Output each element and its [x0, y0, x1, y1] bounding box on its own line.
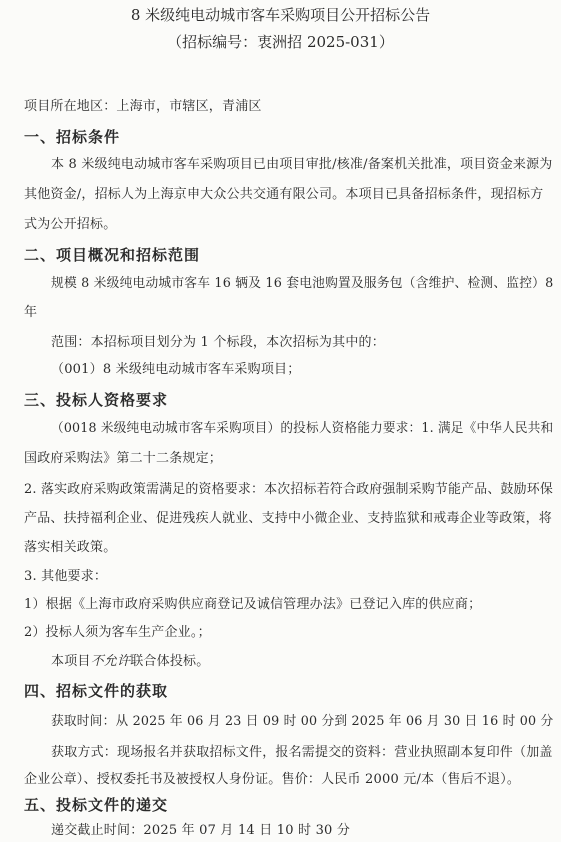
consortium-statement [51, 654, 209, 670]
section-3-line-8: 2）投标人须为客车生产企业。； [24, 625, 211, 640]
section-3-line-6: 3. 其他要求： [24, 569, 108, 584]
project-location: 项目所在地区：上海市，市辖区，青浦区 [24, 99, 262, 114]
consortium-handwritten: 不允许 [90, 654, 131, 669]
tender-number: （招标编号：衷洲招 2025-031） [167, 33, 394, 51]
section-1-line-3: 式为公开招标。 [24, 217, 117, 232]
section-3-line-1: （0018 米级纯电动城市客车采购项目）的投标人资格能力要求：1. 满足《中华人民共和 [51, 421, 554, 436]
section-3-line-2: 国政府采购法》第二十二条规定； [24, 451, 223, 466]
consortium-prefix: 本项目 [51, 654, 91, 669]
section-3-line-3: 2. 落实政府采购政策需满足的资格要求：本次招标若符合政府强制采购节能产品、鼓励环保 [24, 482, 553, 497]
section-2-line-1: 规模 8 米级纯电动城市客车 16 辆及 16 套电池购置及服务包（含维护、检测、监控）8 [51, 276, 554, 291]
section-4-line-2: 获取方式：现场报名并获取招标文件，报名需提交的资料：营业执照副本复印件（加盖 [51, 745, 553, 760]
section-4-line-1: 获取时间：从 2025 年 06 月 23 日 09 时 00 分到 2025 年 06 月 30 日 16 时 00 分 [51, 714, 554, 729]
section-5-line-1: 递交截止时间：2025 年 07 月 14 日 10 时 30 分 [51, 823, 351, 838]
section-3-line-5: 落实相关政策。 [24, 540, 117, 555]
consortium-suffix: 联合体投标。 [130, 654, 210, 669]
section-2-line-4: （001）8 米级纯电动城市客车采购项目； [51, 362, 301, 377]
section-3-line-7: 1）根据《上海市政府采购供应商登记及诚信管理办法》已登记入库的供应商； [24, 597, 482, 612]
section-4-line-3: 企业公章）、授权委托书及被授权人身份证。售价：人民币 2000 元/本（售后不退）。 [24, 772, 521, 787]
section-heading-5: 五、投标文件的递交 [24, 796, 169, 814]
section-2-line-3: 范围：本招标项目划分为 1 个标段，本次招标为其中的： [51, 335, 385, 350]
section-2-line-2: 年 [24, 305, 38, 320]
section-heading-2: 二、项目概况和招标范围 [24, 246, 201, 264]
section-1-line-1: 本 8 米级纯电动城市客车采购项目已由项目审批/核准/备案机关批准，项目资金来源为 [51, 157, 553, 172]
section-heading-3: 三、投标人资格要求 [24, 391, 169, 409]
section-1-line-2: 其他资金/，招标人为上海京申大众公共交通有限公司。本项目已具备招标条件，现招标方 [24, 187, 544, 202]
section-3-line-4: 产品、扶持福利企业、促进残疾人就业、支持中小微企业、支持监狱和戒毒企业等政策，将 [24, 511, 553, 526]
notice-title: 8 米级纯电动城市客车采购项目公开招标公告 [130, 6, 431, 24]
section-heading-1: 一、招标条件 [24, 128, 121, 146]
section-heading-4: 四、招标文件的获取 [24, 682, 169, 700]
